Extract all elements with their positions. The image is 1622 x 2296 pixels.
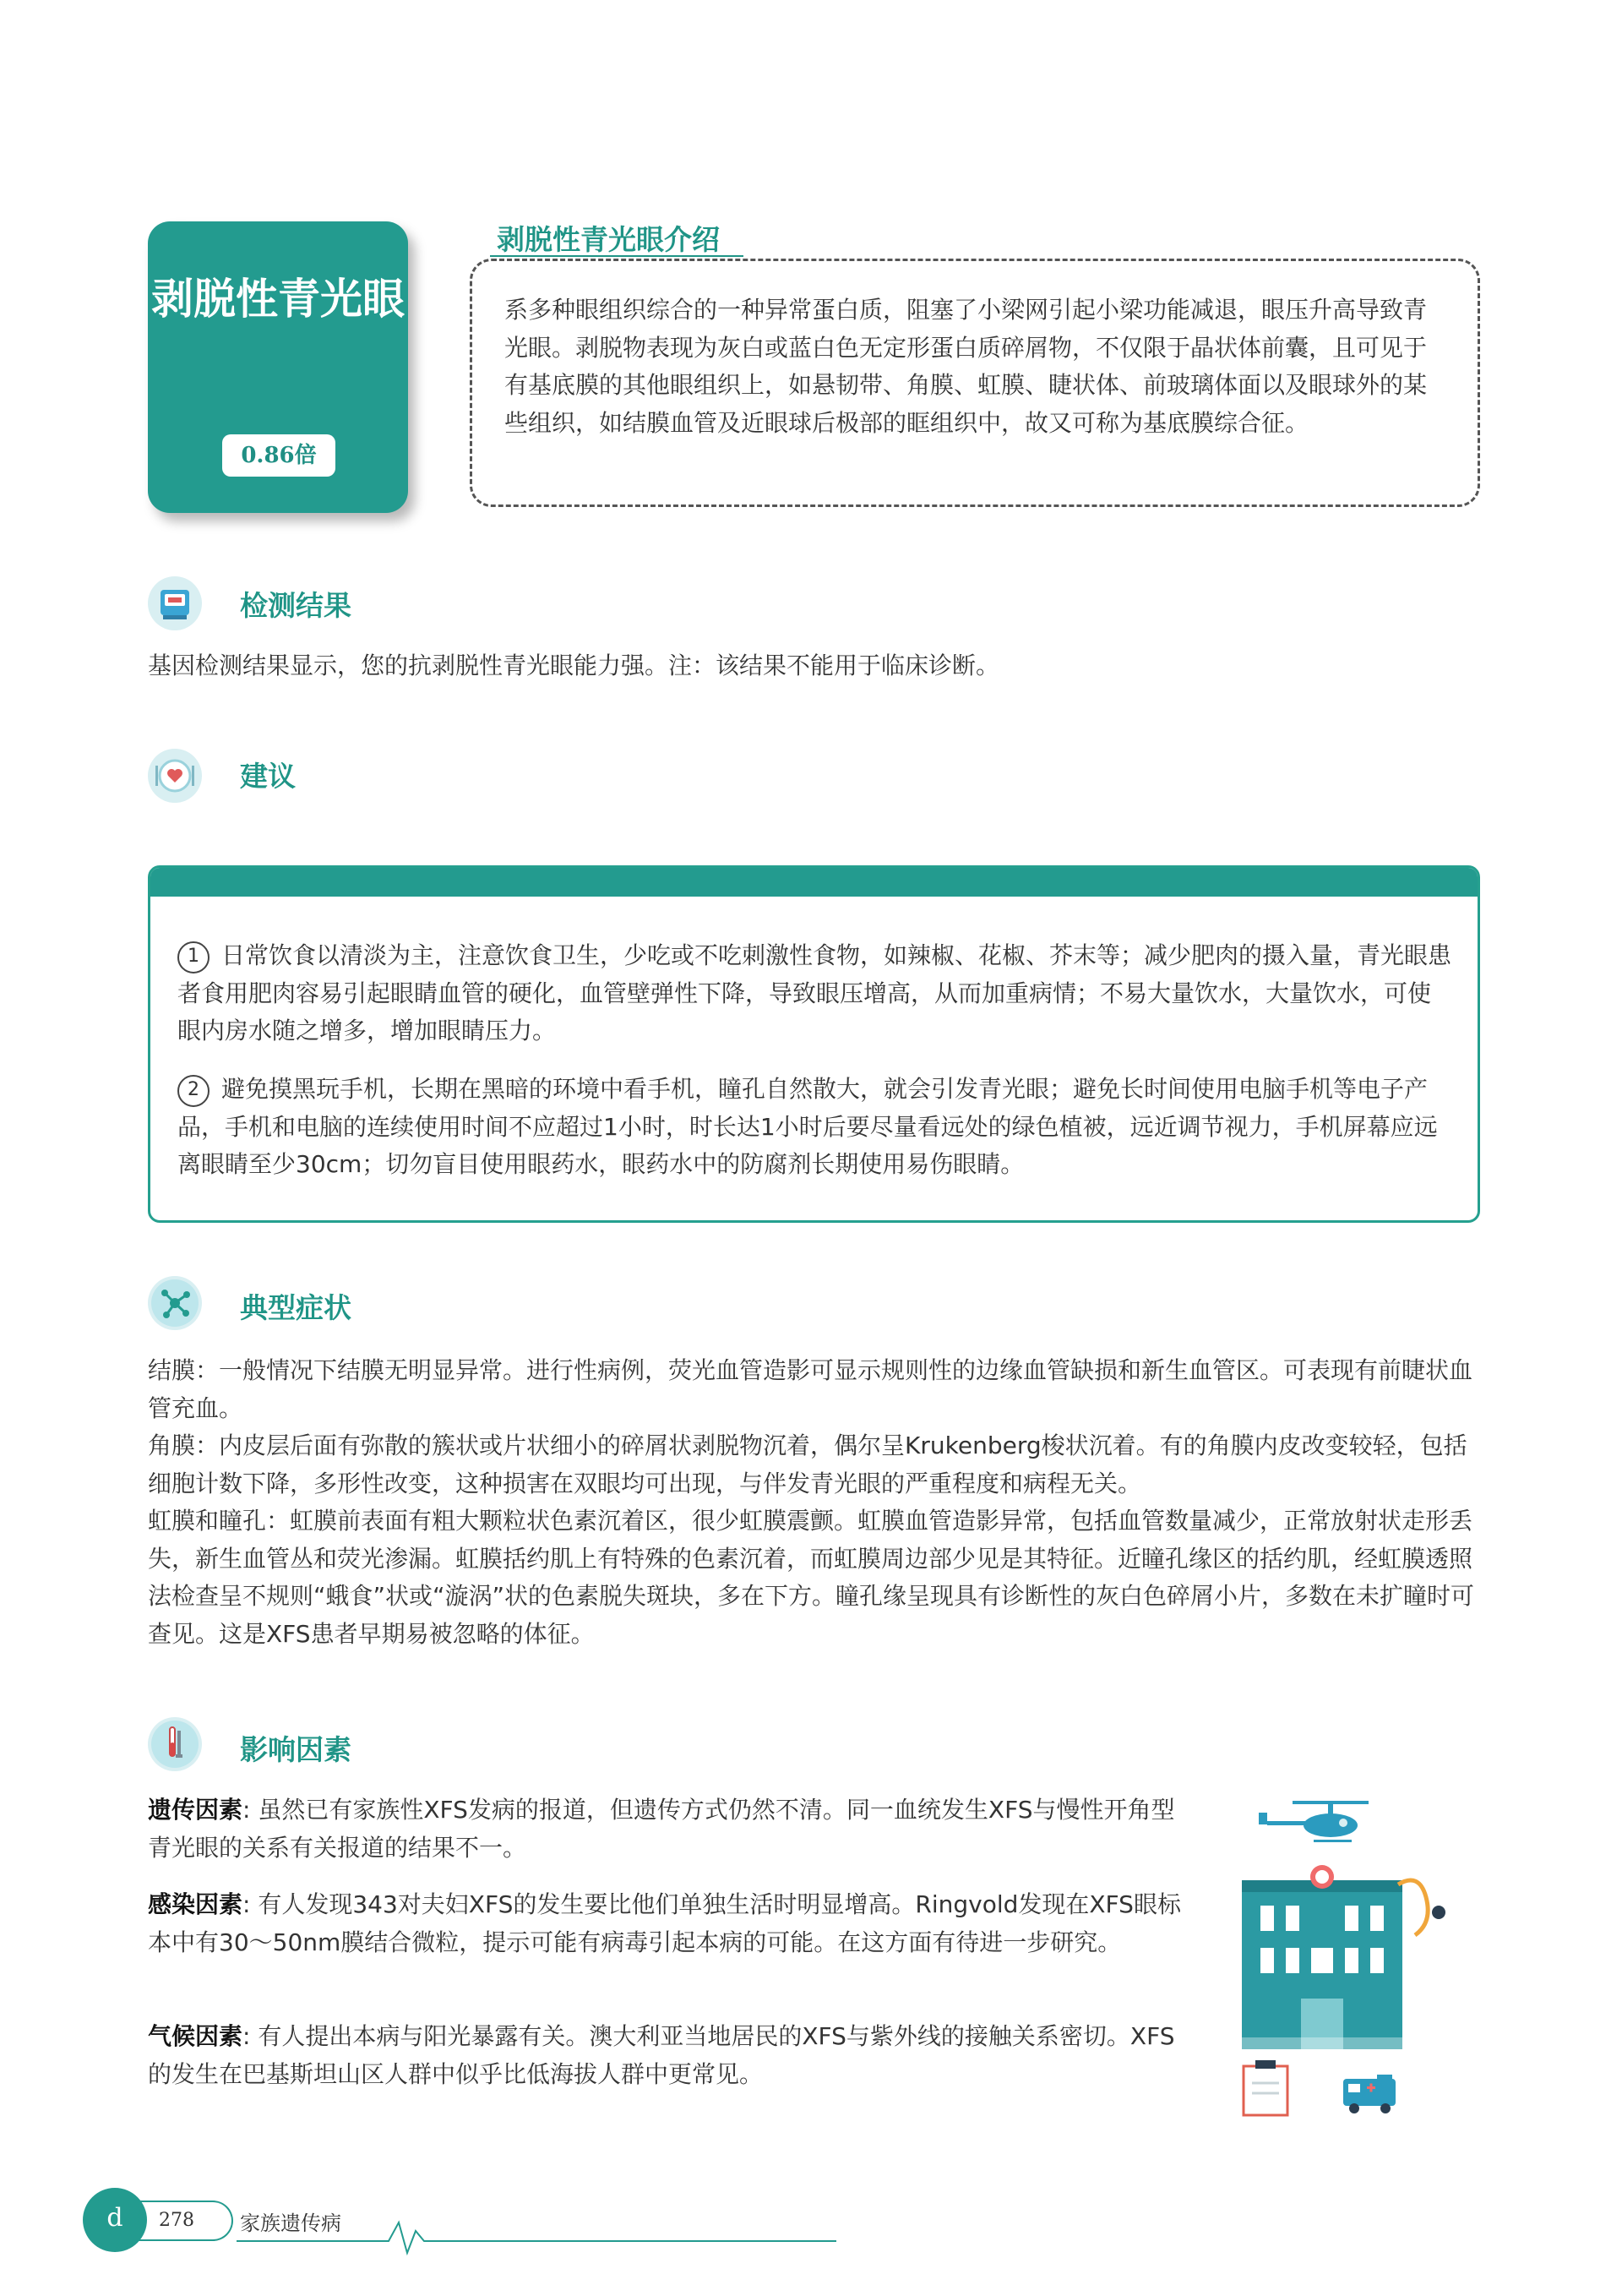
advice-box-header [150, 868, 1478, 897]
factor-text: : 有人发现343对夫妇XFS的发生要比他们单独生活时明显增高。Ringvold发现在XFS眼标本中有30～50nm膜结合微粒，提示可能有病毒引起本病的可能。在这方面有待进一步研究。 [148, 1890, 1181, 1956]
factor-label: 遗传因素 [148, 1796, 243, 1824]
factor-label: 感染因素 [148, 1890, 243, 1918]
advice-text: 日常饮食以清淡为主，注意饮食卫生，少吃或不吃刺激性食物，如辣椒、花椒、芥末等；减少肥肉的摄入量，青光眼患者食用肥肉容易引起眼睛血管的硬化，血管壁弹性下降，导致眼压增高，从而加重病情；不易大量饮水，大量饮水，可使眼内房水随之增多，增加眼睛压力。 [177, 941, 1452, 1044]
factor-item [148, 1792, 1187, 1867]
factor-text: : 虽然已有家族性XFS发病的报道，但遗传方式仍然不清。同一血统发生XFS与慢性开角型青光眼的关系有关报道的结果不一。 [148, 1796, 1175, 1862]
page-number: 278 [135, 2201, 233, 2241]
symptom-paragraph: 结膜：一般情况下结膜无明显异常。进行性病例，荧光血管造影可显示规则性的边缘血管缺损和新生血管区。可表现有前睫状血管充血。 [148, 1356, 1473, 1422]
symptom-paragraph: 角膜：内皮层后面有弥散的簇状或片状细小的碎屑状剥脱物沉着，偶尔呈Krukenberg梭状沉着。有的角膜内皮改变较轻，包括细胞计数下降，多形性改变，这种损害在双眼均可出现，与伴发青光眼的严重程度和病程无关。 [148, 1432, 1467, 1497]
advice-number: 1 [177, 941, 210, 973]
factor-item [148, 1886, 1187, 1961]
factors-title: 影响因素 [240, 1733, 351, 1766]
hero-card [148, 221, 408, 513]
result-title: 检测结果 [240, 589, 351, 622]
symptom-paragraph: 虹膜和瞳孔：虹膜前表面有粗大颗粒状色素沉着区，很少虹膜震颤。虹膜血管造影异常，包括血管数量减少，正常放射状走形丢失，新生血管丛和荧光渗漏。虹膜括约肌上有特殊的色素沉着，而虹膜周边部少见是其特征。近瞳孔缘区的括约肌，经虹膜透照法检查呈不规则“蛾食”状或“漩涡”状的色素脱失斑块，多在下方。瞳孔缘呈现具有诊断性的灰白色碎屑小片，多数在未扩瞳时可查见。这是XFS患者早期易被忽略的体征。 [148, 1507, 1475, 1648]
footer-letter-badge: d [83, 2188, 147, 2252]
result-text: 基因检测结果显示，您的抗剥脱性青光眼能力强。注：该结果不能用于临床诊断。 [148, 652, 1000, 679]
advice-box [148, 865, 1480, 1223]
lab-test-icon [148, 576, 202, 630]
test-tube-icon [148, 1717, 202, 1771]
intro-title: 剥脱性青光眼介绍 [497, 223, 720, 256]
factor-item [148, 2018, 1187, 2093]
factor-label: 气候因素 [148, 2022, 243, 2050]
hospital-illustration-icon [1233, 1787, 1478, 2117]
heart-plate-icon [148, 749, 202, 803]
advice-text: 避免摸黑玩手机，长期在黑暗的环境中看手机，瞳孔自然散大，就会引发青光眼；避免长时间使用电脑手机等电子产品，手机和电脑的连续使用时间不应超过1小时，时长达1小时后要尽量看远处的绿色植被，远近调节视力，手机屏幕应远离眼睛至少30cm；切勿盲目使用眼药水，眼药水中的防腐剂长期使用易伤眼睛。 [177, 1075, 1438, 1178]
footer-section-label: 家族遗传病 [240, 2211, 341, 2235]
advice-number: 2 [177, 1075, 210, 1107]
advice-title: 建议 [240, 760, 296, 793]
intro-text: 系多种眼组织综合的一种异常蛋白质，阻塞了小梁网引起小梁功能减退，眼压升高导致青光眼。剥脱物表现为灰白或蓝白色无定形蛋白质碎屑物，不仅限于晶状体前囊，且可见于有基底膜的其他眼组织上，如悬韧带、角膜、虹膜、睫状体、前玻璃体面以及眼球外的某些组织，如结膜血管及近眼球后极部的眶组织中，故又可称为基底膜综合征。 [504, 296, 1428, 437]
advice-item [177, 937, 1453, 1050]
footer-heartbeat-line [127, 2197, 836, 2256]
symptoms-title: 典型症状 [240, 1291, 351, 1324]
risk-badge: 0.86倍 [222, 434, 335, 477]
hero-title: 剥脱性青光眼 [151, 275, 405, 324]
advice-item [177, 1071, 1453, 1184]
molecule-icon [148, 1276, 202, 1330]
factor-text: : 有人提出本病与阳光暴露有关。澳大利亚当地居民的XFS与紫外线的接触关系密切。XFS的发生在巴基斯坦山区人群中似乎比低海拔人群中更常见。 [148, 2022, 1175, 2088]
intro-box [470, 259, 1480, 507]
